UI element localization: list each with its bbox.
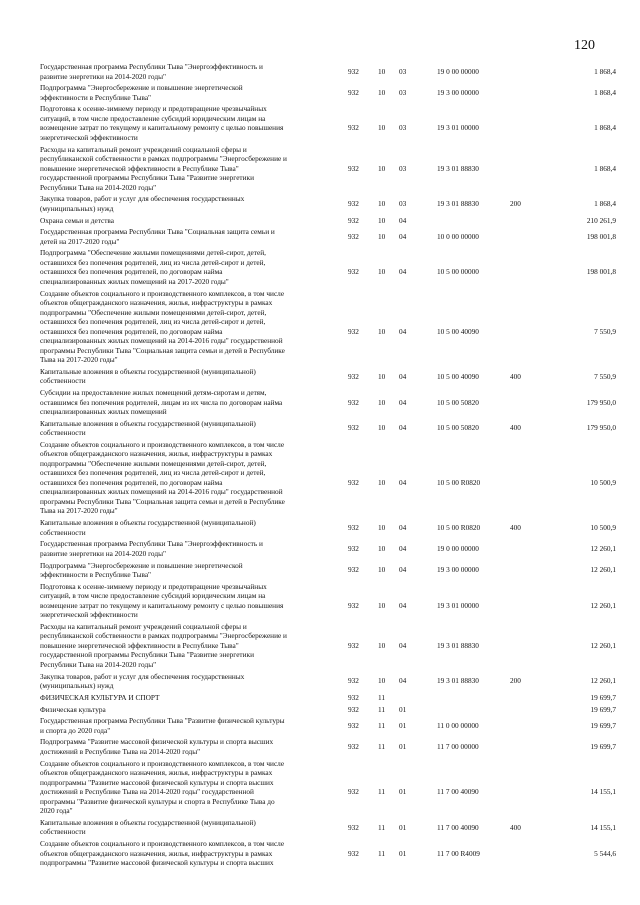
subsection-code: 01 xyxy=(399,848,407,858)
description-line: Создание объектов социального и производственного комплексов, в том числе xyxy=(40,288,285,298)
table-row xyxy=(0,518,640,537)
target-article-code: 10 5 00 R0820 xyxy=(437,522,481,532)
ministry-code: 932 xyxy=(348,600,359,610)
target-article-code: 19 3 01 00000 xyxy=(437,123,479,133)
description-line: объектов общегражданского назначения, жилья, инфраструктуры в рамках xyxy=(40,449,273,459)
subsection-code: 03 xyxy=(399,87,407,97)
description-line: оставшихся без попечения родителей, лиц из числа детей-сирот и детей, xyxy=(40,468,266,478)
description-line: программы "Развитие физической культуры и спорта в Республике Тыва до xyxy=(40,796,275,806)
description-line: собственности xyxy=(40,376,86,386)
ministry-code: 932 xyxy=(348,565,359,575)
section-code: 10 xyxy=(378,371,386,381)
section-code: 11 xyxy=(378,742,386,752)
description-line: повышение энергетической эффективности в Республике Тыва" xyxy=(40,163,239,173)
section-code: 10 xyxy=(378,163,386,173)
table-row xyxy=(0,672,640,691)
ministry-code: 932 xyxy=(348,848,359,858)
ministry-code: 932 xyxy=(348,87,359,97)
table-row xyxy=(0,216,640,226)
target-article-code: 10 5 00 50820 xyxy=(437,397,479,407)
subsection-code: 04 xyxy=(399,371,407,381)
subsection-code: 04 xyxy=(399,640,407,650)
description-line: Подготовка к осенне-зимнему периоду и предотвращение чрезвычайных xyxy=(40,104,267,114)
description-line: повышение энергетической эффективности в Республике Тыва" xyxy=(40,640,239,650)
description-line: государственной программы Республики Тыва "Развитие энергетики xyxy=(40,650,254,660)
table-row xyxy=(0,367,640,386)
description-line: энергетической эффективности xyxy=(40,132,138,142)
section-code: 11 xyxy=(378,704,386,714)
description-line: энергетической эффективности xyxy=(40,610,138,620)
description-line: Государственная программа Республики Тыва "Энергоэффективность и xyxy=(40,539,263,549)
description-line: специализированных жилых помещений на 2014-2016 годы" государственной xyxy=(40,487,283,497)
ministry-code: 932 xyxy=(348,215,359,225)
row-description xyxy=(40,716,328,735)
row-description xyxy=(40,289,328,365)
page-number: 120 xyxy=(574,38,595,53)
target-article-code: 19 0 00 00000 xyxy=(437,66,479,76)
row-description xyxy=(40,539,328,558)
table-row xyxy=(0,737,640,756)
section-code: 10 xyxy=(378,565,386,575)
section-code: 10 xyxy=(378,123,386,133)
expense-type-code: 400 xyxy=(510,371,521,381)
table-row xyxy=(0,716,640,735)
target-article-code: 19 3 01 88830 xyxy=(437,163,479,173)
target-article-code: 11 7 00 R4009 xyxy=(437,848,480,858)
description-line: Создание объектов социального и производственного комплексов, в том числе xyxy=(40,839,285,848)
section-code: 10 xyxy=(378,66,386,76)
description-line: собственности xyxy=(40,428,86,438)
description-line: оставшихся без попечения родителей, лиц из числа детей-сирот и детей, xyxy=(40,317,266,327)
description-line: Республики Тыва на 2014-2020 годы" xyxy=(40,182,157,192)
ministry-code: 932 xyxy=(348,704,359,714)
description-line: Закупка товаров, работ и услуг для обеспечения государственных xyxy=(40,671,245,681)
amount-value: 1 868,4 xyxy=(594,87,616,97)
expense-type-code: 400 xyxy=(510,522,521,532)
amount-value: 10 500,9 xyxy=(590,477,616,487)
amount-value: 1 868,4 xyxy=(594,66,616,76)
section-code: 10 xyxy=(378,640,386,650)
ministry-code: 932 xyxy=(348,640,359,650)
target-article-code: 19 3 00 00000 xyxy=(437,565,479,575)
description-line: Государственная программа Республики Тыва "Развитие физической культуры xyxy=(40,716,285,726)
section-code: 11 xyxy=(378,822,386,832)
target-article-code: 11 0 00 00000 xyxy=(437,720,479,730)
subsection-code: 01 xyxy=(399,704,407,714)
subsection-code: 04 xyxy=(399,544,407,554)
table-row xyxy=(0,539,640,558)
description-line: Подпрограмма "Энергосбережение и повышение энергетической xyxy=(40,83,243,93)
amount-value: 12 260,1 xyxy=(590,676,616,686)
description-line: Капитальные вложения в объекты государственной (муниципальной) xyxy=(40,366,256,376)
ministry-code: 932 xyxy=(348,267,359,277)
table-row xyxy=(0,759,640,816)
target-article-code: 10 5 00 R0820 xyxy=(437,477,481,487)
section-code: 10 xyxy=(378,267,386,277)
row-description xyxy=(40,83,328,102)
subsection-code: 04 xyxy=(399,397,407,407)
section-code: 10 xyxy=(378,397,386,407)
amount-value: 1 868,4 xyxy=(594,163,616,173)
amount-value: 14 155,1 xyxy=(590,787,616,797)
description-line: развитие энергетики на 2014-2020 годы" xyxy=(40,71,166,81)
row-description xyxy=(40,248,328,286)
ministry-code: 932 xyxy=(348,822,359,832)
row-description xyxy=(40,440,328,516)
amount-value: 10 500,9 xyxy=(590,522,616,532)
description-line: подпрограммы "Развитие массовой физической культуры и спорта высших xyxy=(40,858,274,867)
description-line: оставшихся без попечения родителей, лиц из числа детей-сирот и детей, xyxy=(40,257,266,267)
amount-value: 1 868,4 xyxy=(594,123,616,133)
description-line: и спорта до 2020 года" xyxy=(40,725,111,735)
table-row xyxy=(0,104,640,142)
amount-value: 12 260,1 xyxy=(590,640,616,650)
description-line: Тыва на 2017-2020 годы" xyxy=(40,506,118,516)
amount-value: 19 699,7 xyxy=(590,742,616,752)
subsection-code: 04 xyxy=(399,522,407,532)
amount-value: 7 550,9 xyxy=(594,371,616,381)
row-description xyxy=(40,62,328,81)
section-code: 10 xyxy=(378,215,386,225)
subsection-code: 04 xyxy=(399,477,407,487)
description-line: собственности xyxy=(40,827,86,837)
section-code: 10 xyxy=(378,544,386,554)
row-description xyxy=(40,419,328,438)
ministry-code: 932 xyxy=(348,742,359,752)
row-description xyxy=(40,367,328,386)
row-description xyxy=(40,622,328,670)
subsection-code: 04 xyxy=(399,326,407,336)
description-line: собственности xyxy=(40,527,86,537)
description-line: программы Республики Тыва "Социальная защита семьи и детей в Республике xyxy=(40,345,285,355)
description-line: Расходы на капитальный ремонт учреждений социальной сферы и xyxy=(40,144,247,154)
description-line: Государственная программа Республики Тыва "Энергоэффективность и xyxy=(40,62,263,71)
subsection-code: 04 xyxy=(399,231,407,241)
target-article-code: 19 3 01 88830 xyxy=(437,676,479,686)
section-code: 11 xyxy=(378,848,386,858)
description-line: детей на 2017-2020 годы" xyxy=(40,236,120,246)
description-line: Подпрограмма "Энергосбережение и повышение энергетической xyxy=(40,560,243,570)
description-line: программы Республики Тыва "Социальная защита семьи и детей в Республике xyxy=(40,496,285,506)
table-row xyxy=(0,839,640,868)
section-code: 10 xyxy=(378,231,386,241)
description-line: Физическая культура xyxy=(40,704,106,714)
description-line: достижений в Республике Тыва на 2014-2020 годы" государственной xyxy=(40,787,254,797)
subsection-code: 04 xyxy=(399,267,407,277)
description-line: Субсидии на предоставление жилых помещений детям-сиротам и детям, xyxy=(40,388,267,397)
table-row xyxy=(0,419,640,438)
subsection-code: 04 xyxy=(399,600,407,610)
description-line: оставшимся без попечения родителей, лицам из их числа по договорам найма xyxy=(40,397,283,407)
section-code: 11 xyxy=(378,787,386,797)
subsection-code: 04 xyxy=(399,565,407,575)
amount-value: 1 868,4 xyxy=(594,199,616,209)
table-row xyxy=(0,693,640,703)
description-line: 2020 года" xyxy=(40,806,73,816)
table-row xyxy=(0,83,640,102)
description-line: Тыва на 2017-2020 годы" xyxy=(40,355,118,365)
description-line: Подпрограмма "Обеспечение жилыми помещениями детей-сирот, детей, xyxy=(40,248,266,258)
table-row xyxy=(0,62,640,81)
amount-value: 7 550,9 xyxy=(594,326,616,336)
description-line: ФИЗИЧЕСКАЯ КУЛЬТУРА И СПОРТ xyxy=(40,692,160,702)
ministry-code: 932 xyxy=(348,66,359,76)
description-line: Подготовка к осенне-зимнему периоду и предотвращение чрезвычайных xyxy=(40,581,267,591)
description-line: (муниципальных) нужд xyxy=(40,203,114,213)
description-line: возмещение затрат по текущему и капитальному ремонту с целью повышения xyxy=(40,123,284,133)
target-article-code: 11 7 00 40090 xyxy=(437,787,479,797)
amount-value: 198 001,8 xyxy=(586,231,616,241)
target-article-code: 19 3 01 88830 xyxy=(437,640,479,650)
row-description xyxy=(40,693,328,703)
amount-value: 19 699,7 xyxy=(590,720,616,730)
ministry-code: 932 xyxy=(348,720,359,730)
ministry-code: 932 xyxy=(348,371,359,381)
description-line: объектов общегражданского назначения, жилья, инфраструктуры в рамках xyxy=(40,848,273,858)
target-article-code: 19 3 01 88830 xyxy=(437,199,479,209)
amount-value: 12 260,1 xyxy=(590,600,616,610)
row-description xyxy=(40,561,328,580)
section-code: 11 xyxy=(378,692,386,702)
description-line: оставшихся без попечения родителей, по договорам найма xyxy=(40,477,223,487)
section-code: 11 xyxy=(378,720,386,730)
description-line: Подпрограмма "Развитие массовой физической культуры и спорта высших xyxy=(40,737,274,747)
row-description xyxy=(40,759,328,816)
row-description xyxy=(40,672,328,691)
row-description xyxy=(40,216,328,226)
target-article-code: 10 5 00 00000 xyxy=(437,267,479,277)
table-row xyxy=(0,194,640,213)
description-line: объектов общегражданского назначения, жилья, инфраструктуры в рамках xyxy=(40,768,273,778)
description-line: Республики Тыва на 2014-2020 годы" xyxy=(40,659,157,669)
section-code: 10 xyxy=(378,600,386,610)
section-code: 10 xyxy=(378,676,386,686)
amount-value: 198 001,8 xyxy=(586,267,616,277)
table-row xyxy=(0,561,640,580)
target-article-code: 11 7 00 40090 xyxy=(437,822,479,832)
description-line: ситуаций, в том числе предоставление субсидий юридическим лицам на xyxy=(40,591,266,601)
description-line: специализированных жилых помещений на 2017-2020 годы" xyxy=(40,276,229,286)
table-row xyxy=(0,440,640,516)
description-line: (муниципальных) нужд xyxy=(40,681,114,691)
description-line: Государственная программа Республики Тыва "Социальная защита семьи и xyxy=(40,227,275,237)
table-row xyxy=(0,622,640,670)
subsection-code: 04 xyxy=(399,676,407,686)
ministry-code: 932 xyxy=(348,787,359,797)
target-article-code: 10 5 00 40090 xyxy=(437,371,479,381)
row-description xyxy=(40,818,328,837)
subsection-code: 03 xyxy=(399,199,407,209)
amount-value: 179 950,0 xyxy=(586,397,616,407)
description-line: оставшихся без попечения родителей, по договорам найма xyxy=(40,267,223,277)
expense-type-code: 200 xyxy=(510,676,521,686)
description-line: республиканской собственности в рамках подпрограммы "Энергосбережение и xyxy=(40,631,287,641)
description-line: эффективности в Республике Тыва" xyxy=(40,92,152,102)
description-line: Расходы на капитальный ремонт учреждений социальной сферы и xyxy=(40,621,247,631)
amount-value: 19 699,7 xyxy=(590,704,616,714)
subsection-code: 04 xyxy=(399,423,407,433)
subsection-code: 03 xyxy=(399,163,407,173)
description-line: республиканской собственности в рамках подпрограммы "Энергосбережение и xyxy=(40,154,287,164)
amount-value: 14 155,1 xyxy=(590,822,616,832)
description-line: специализированных жилых помещений на 2014-2016 годы" государственной xyxy=(40,336,283,346)
ministry-code: 932 xyxy=(348,544,359,554)
row-description xyxy=(40,227,328,246)
section-code: 10 xyxy=(378,522,386,532)
target-article-code: 10 5 00 50820 xyxy=(437,423,479,433)
section-code: 10 xyxy=(378,87,386,97)
target-article-code: 10 0 00 00000 xyxy=(437,231,479,241)
table-row xyxy=(0,248,640,286)
table-row xyxy=(0,227,640,246)
description-line: Создание объектов социального и производственного комплексов, в том числе xyxy=(40,758,285,768)
row-description xyxy=(40,839,328,868)
description-line: объектов общегражданского назначения, жилья, инфраструктуры в рамках xyxy=(40,298,273,308)
description-line: возмещение затрат по текущему и капитальному ремонту с целью повышения xyxy=(40,600,284,610)
row-description xyxy=(40,194,328,213)
description-line: оставшихся без попечения родителей, по договорам найма xyxy=(40,326,223,336)
row-description xyxy=(40,388,328,417)
subsection-code: 01 xyxy=(399,742,407,752)
target-article-code: 19 3 01 00000 xyxy=(437,600,479,610)
expense-type-code: 400 xyxy=(510,423,521,433)
table-row xyxy=(0,818,640,837)
description-line: ситуаций, в том числе предоставление субсидий юридическим лицам на xyxy=(40,113,266,123)
table-row xyxy=(0,145,640,193)
target-article-code: 19 3 00 00000 xyxy=(437,87,479,97)
table-row xyxy=(0,582,640,620)
ministry-code: 932 xyxy=(348,123,359,133)
expense-type-code: 400 xyxy=(510,822,521,832)
row-description xyxy=(40,518,328,537)
table-row xyxy=(0,705,640,715)
amount-value: 210 261,9 xyxy=(586,215,616,225)
row-description xyxy=(40,737,328,756)
description-line: государственной программы Республики Тыва "Развитие энергетики xyxy=(40,173,254,183)
subsection-code: 03 xyxy=(399,66,407,76)
ministry-code: 932 xyxy=(348,163,359,173)
section-code: 10 xyxy=(378,423,386,433)
table-row xyxy=(0,289,640,365)
description-line: эффективности в Республике Тыва" xyxy=(40,570,152,579)
target-article-code: 11 7 00 00000 xyxy=(437,742,479,752)
description-line: Охрана семьи и детства xyxy=(40,215,114,225)
description-line: Капитальные вложения в объекты государственной (муниципальной) xyxy=(40,817,256,827)
ministry-code: 932 xyxy=(348,692,359,702)
description-line: развитие энергетики на 2014-2020 годы" xyxy=(40,548,166,558)
ministry-code: 932 xyxy=(348,199,359,209)
description-line: Создание объектов социального и производственного комплексов, в том числе xyxy=(40,439,285,449)
subsection-code: 01 xyxy=(399,822,407,832)
table-row xyxy=(0,388,640,417)
description-line: достижений в Республике Тыва на 2014-2020 годы" xyxy=(40,746,201,756)
section-code: 10 xyxy=(378,326,386,336)
row-description xyxy=(40,145,328,193)
subsection-code: 01 xyxy=(399,787,407,797)
description-line: Закупка товаров, работ и услуг для обеспечения государственных xyxy=(40,194,245,204)
description-line: Капитальные вложения в объекты государственной (муниципальной) xyxy=(40,418,256,428)
description-line: подпрограммы "Обеспечение жилыми помещениями детей-сирот, детей, xyxy=(40,307,267,317)
amount-value: 179 950,0 xyxy=(586,423,616,433)
section-code: 10 xyxy=(378,477,386,487)
amount-value: 19 699,7 xyxy=(590,692,616,702)
amount-value: 5 544,6 xyxy=(594,848,616,858)
target-article-code: 10 5 00 40090 xyxy=(437,326,479,336)
ministry-code: 932 xyxy=(348,326,359,336)
ministry-code: 932 xyxy=(348,676,359,686)
section-code: 10 xyxy=(378,199,386,209)
target-article-code: 19 0 00 00000 xyxy=(437,544,479,554)
row-description xyxy=(40,104,328,142)
ministry-code: 932 xyxy=(348,231,359,241)
amount-value: 12 260,1 xyxy=(590,544,616,554)
expense-type-code: 200 xyxy=(510,199,521,209)
ministry-code: 932 xyxy=(348,423,359,433)
description-line: специализированных жилых помещений xyxy=(40,407,167,416)
subsection-code: 04 xyxy=(399,215,407,225)
description-line: Капитальные вложения в объекты государственной (муниципальной) xyxy=(40,518,256,528)
subsection-code: 03 xyxy=(399,123,407,133)
description-line: подпрограммы "Развитие массовой физической культуры и спорта высших xyxy=(40,777,274,787)
amount-value: 12 260,1 xyxy=(590,565,616,575)
row-description xyxy=(40,705,328,715)
description-line: подпрограммы "Обеспечение жилыми помещениями детей-сирот, детей, xyxy=(40,458,267,468)
ministry-code: 932 xyxy=(348,397,359,407)
ministry-code: 932 xyxy=(348,522,359,532)
ministry-code: 932 xyxy=(348,477,359,487)
subsection-code: 01 xyxy=(399,720,407,730)
row-description xyxy=(40,582,328,620)
